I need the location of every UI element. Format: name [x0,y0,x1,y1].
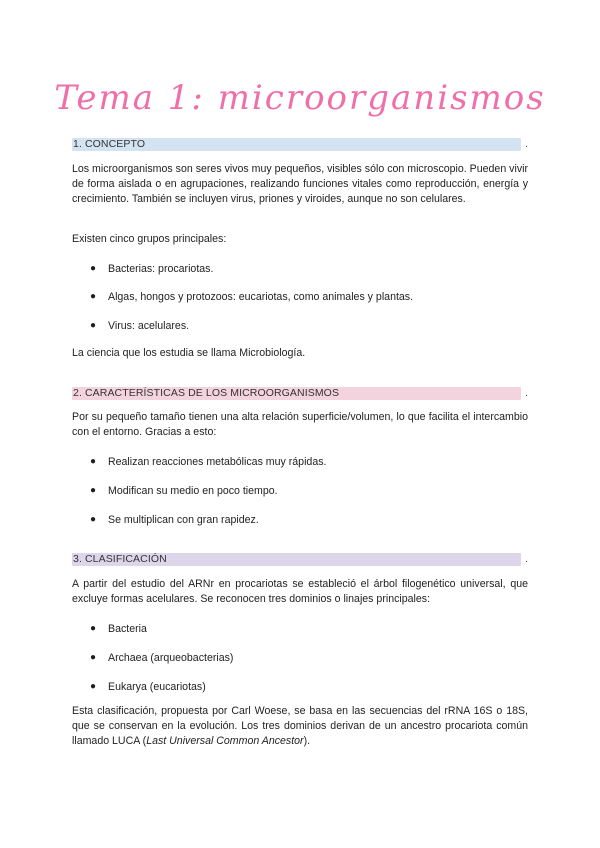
bullet-icon: ● [90,681,97,692]
bullet-icon: ● [90,485,97,496]
paragraph: Por su pequeño tamaño tienen una alta relación superficie/volumen, lo que facilita el intercambio con el entorno. Gracias a esto: [72,411,528,439]
section-title: 2. CARACTERÍSTICAS DE LOS MICROORGANISMOS [73,387,340,399]
header-dot: . [525,139,528,150]
paragraph: Existen cinco grupos principales: [72,233,227,245]
closing-text: Esta clasificación, propuesta por Carl Woese, se basa en las secuencias del rRNA 16S o 18S, que se conservan en la evolución. Los tres dominios derivan de un ancestro procariota común llamado LUCA ( [72,705,528,748]
list-item-text: Virus: acelulares. [108,320,190,332]
bullet-icon: ● [90,291,97,302]
closing-suffix: ). [303,735,311,748]
list-item-text: Se multiplican con gran rapidez. [108,514,259,526]
bullet-icon: ● [90,263,97,274]
list-item-text: Modifican su medio en poco tiempo. [108,485,278,497]
header-dot: . [525,388,528,399]
paragraph: A partir del estudio del ARNr en procariotas se estableció el árbol filogenético universal, que excluye formas acelulares. Se reconocen tres dominios o linajes principales: [72,578,528,606]
header-dot: . [525,554,528,565]
section-header-clasificacion [72,553,528,566]
paragraph: Los microorganismos son seres vivos muy pequeños, visibles sólo con microscopio. Pueden vivir de forma aislada o en agrupaciones, realizando funciones vitales como reproducción, energía y crecimiento. También se incluyen virus, priones y viroides, aunque no son celulares. [72,163,528,206]
list-item-text: Eukarya (eucariotas) [108,681,206,693]
section-header-concepto [72,138,528,151]
section-header-caracteristicas [72,387,528,400]
page-title: Tema 1: microorganismos [54,78,546,118]
bullet-icon: ● [90,652,97,663]
closing-italic: Last Universal Common Ancestor [146,735,304,748]
paragraph [72,704,528,750]
bullet-icon: ● [90,514,97,525]
list-item-text: Bacterias: procariotas. [108,263,214,275]
section-title: 3. CLASIFICACIÓN [73,553,167,565]
bullet-icon: ● [90,456,97,467]
list-item-text: Bacteria [108,623,147,635]
list-item-text: Algas, hongos y protozoos: eucariotas, como animales y plantas. [108,291,414,303]
list-item-text: Realizan reacciones metabólicas muy rápidas. [108,456,327,468]
bullet-icon: ● [90,623,97,634]
list-item-text: Archaea (arqueobacterias) [108,652,234,664]
bullet-icon: ● [90,320,97,331]
paragraph: La ciencia que los estudia se llama Microbiología. [72,347,306,359]
section-title: 1. CONCEPTO [73,138,146,150]
